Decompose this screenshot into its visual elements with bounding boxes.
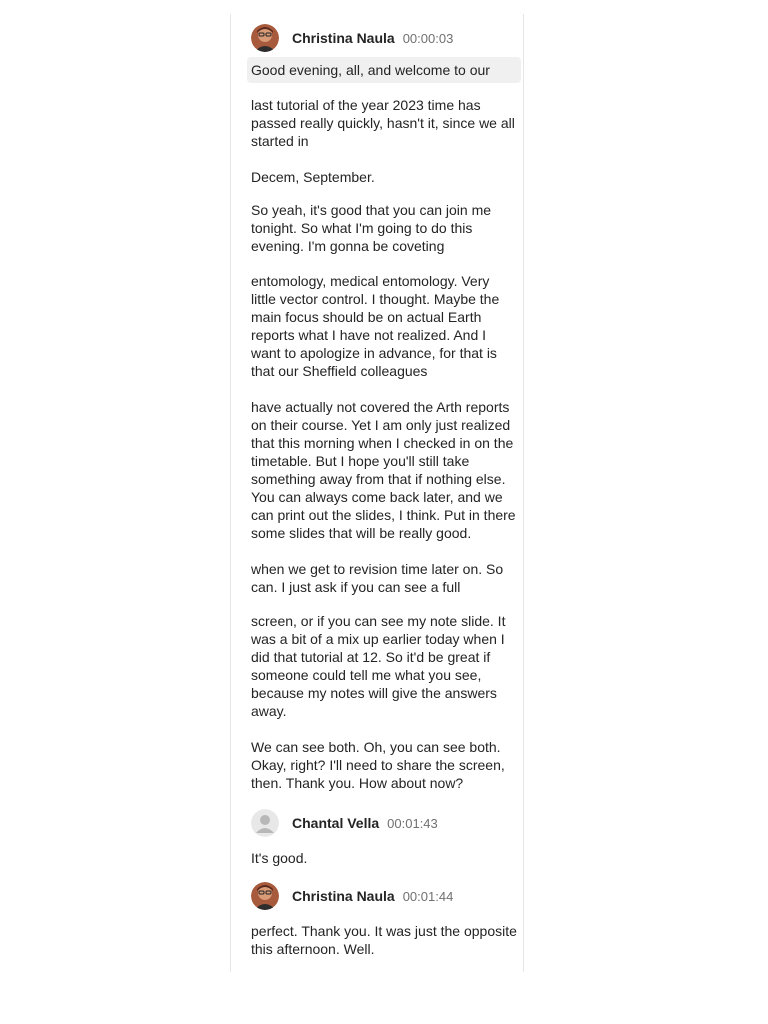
speaker-name: Christina Naula xyxy=(292,30,395,46)
transcript-panel xyxy=(230,14,524,972)
transcript-paragraph[interactable]: last tutorial of the year 2023 time has passed really quickly, hasn't it, since we all started in xyxy=(251,97,515,149)
transcript-paragraph[interactable]: when we get to revision time later on. So can. I just ask if you can see a full xyxy=(251,561,504,595)
transcript-paragraph[interactable]: We can see both. Oh, you can see both. Okay, right? I'll need to share the screen, then. Thank you. How about now? xyxy=(251,739,505,791)
transcript-paragraph[interactable]: entomology, medical entomology. Very little vector control. I thought. Maybe the main focus should be on actual Earth reports what I have not realized. And I want to apologize in advance, for that is that our Sheffield colleagues xyxy=(251,273,500,379)
transcript-paragraph[interactable]: Good evening, all, and welcome to our xyxy=(247,57,521,83)
person-photo-icon xyxy=(251,24,279,52)
timestamp[interactable]: 00:01:43 xyxy=(387,815,438,831)
speaker-name: Christina Naula xyxy=(292,888,395,904)
transcript-paragraph[interactable]: So yeah, it's good that you can join me tonight. So what I'm going to do this evening. I'm gonna be coveting xyxy=(251,202,492,254)
default-person-icon xyxy=(251,809,279,837)
transcript-paragraph[interactable]: perfect. Thank you. It was just the opposite this afternoon. Well. xyxy=(251,923,517,957)
avatar[interactable] xyxy=(251,882,279,910)
avatar[interactable] xyxy=(251,24,279,52)
transcript-paragraph[interactable]: Decem, September. xyxy=(251,169,375,185)
transcript-paragraph[interactable]: It's good. xyxy=(251,850,308,866)
avatar[interactable] xyxy=(251,809,279,837)
transcript-paragraph[interactable]: have actually not covered the Arth reports on their course. Yet I am only just realized that this morning when I checked in on the timetable. But I hope you'll still take something away from that if nothing else. You can always come back later, and we can print out the slides, I think. Put in there some slides that will be really good. xyxy=(251,399,516,541)
timestamp[interactable]: 00:01:44 xyxy=(402,888,454,904)
person-photo-icon xyxy=(251,882,279,910)
speaker-header xyxy=(251,882,453,910)
speaker-header xyxy=(251,809,438,837)
timestamp[interactable]: 00:00:03 xyxy=(402,30,454,46)
transcript-paragraph[interactable]: screen, or if you can see my note slide. It was a bit of a mix up earlier today when I did that tutorial at 12. So it'd be great if someone could tell me what you see, because my notes will give the answers away. xyxy=(251,613,506,719)
speaker-name: Chantal Vella xyxy=(292,815,380,831)
speaker-header xyxy=(251,24,453,52)
